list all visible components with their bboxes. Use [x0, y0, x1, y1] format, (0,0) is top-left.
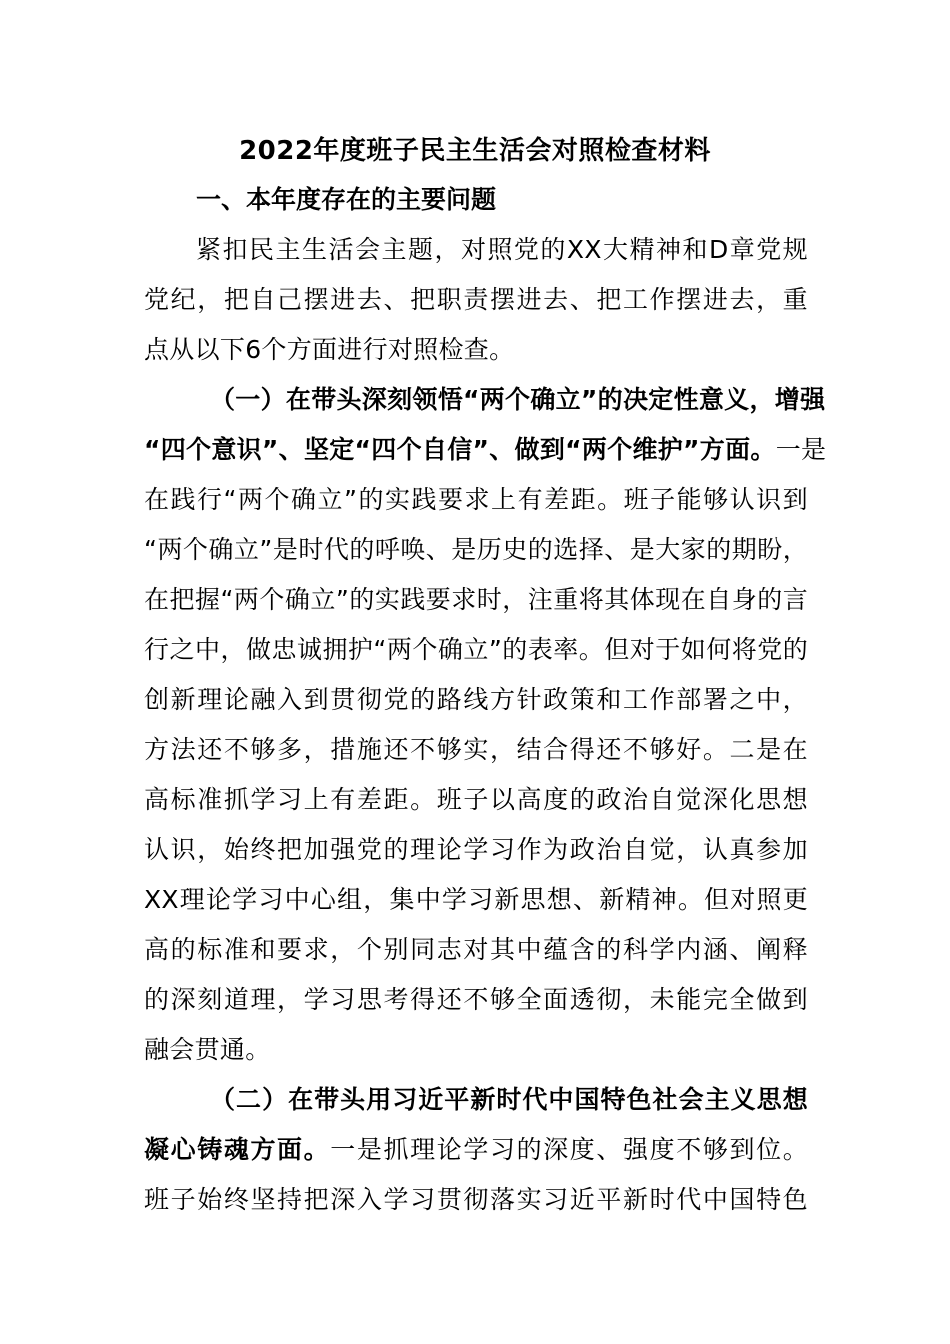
item1-line: 创新理论融入到贯彻党的路线方针政策和工作部署之中，	[144, 685, 808, 714]
item2-heading-line-2	[144, 1125, 808, 1175]
item1-line: 融会贯通。	[144, 1035, 271, 1064]
item1-line: 的深刻道理，学习思考得还不够全面透彻，未能完全做到	[144, 985, 808, 1014]
item1-line: 行之中，做忠诚拥护“两个确立”的表率。但对于如何将党的	[144, 635, 808, 664]
intro-line-3: 点从以下6个方面进行对照检查。	[144, 335, 515, 364]
item2-line: 班子始终坚持把深入学习贯彻落实习近平新时代中国特色	[144, 1185, 808, 1214]
intro-line-2: 党纪，把自己摆进去、把职责摆进去、把工作摆进去，重	[144, 285, 808, 314]
item1-line: 在把握“两个确立”的实践要求时，注重将其体现在自身的言	[144, 585, 808, 614]
item2-heading-line-1: （二）在带头用习近平新时代中国特色社会主义思想	[210, 1085, 808, 1114]
item1-line: 高标准抓学习上有差距。班子以高度的政治自觉深化思想	[144, 785, 808, 814]
item1-line: 高的标准和要求，个别同志对其中蕴含的科学内涵、阐释	[144, 935, 808, 964]
item1-line: 方法还不够多，措施还不够实，结合得还不够好。二是在	[144, 735, 808, 764]
item2-heading-bold: 凝心铸魂方面。	[144, 1135, 331, 1164]
item1-heading-line-2	[144, 425, 827, 475]
item1-heading-line-1: （一）在带头深刻领悟“两个确立”的决定性意义，增强	[210, 385, 826, 414]
item2-heading-normal: 一是抓理论学习的深度、强度不够到位。	[330, 1135, 808, 1164]
item1-line: 在践行“两个确立”的实践要求上有差距。班子能够认识到	[144, 485, 808, 514]
item1-line: “两个确立”是时代的呼唤、是历史的选择、是大家的期盼，	[144, 535, 808, 564]
document-title: 2022年度班子民主生活会对照检查材料	[239, 136, 711, 166]
item1-heading-normal: 一是	[775, 435, 827, 464]
item1-heading-bold: “四个意识”、坚定“四个自信”、做到“两个维护”方面。	[144, 435, 776, 464]
item1-line: XX理论学习中心组，集中学习新思想、新精神。但对照更	[144, 885, 808, 914]
item1-line: 认识，始终把加强党的理论学习作为政治自觉，认真参加	[144, 835, 808, 864]
section-heading: 一、本年度存在的主要问题	[196, 185, 497, 214]
intro-line-1: 紧扣民主生活会主题，对照党的XX大精神和D章党规	[196, 235, 808, 264]
